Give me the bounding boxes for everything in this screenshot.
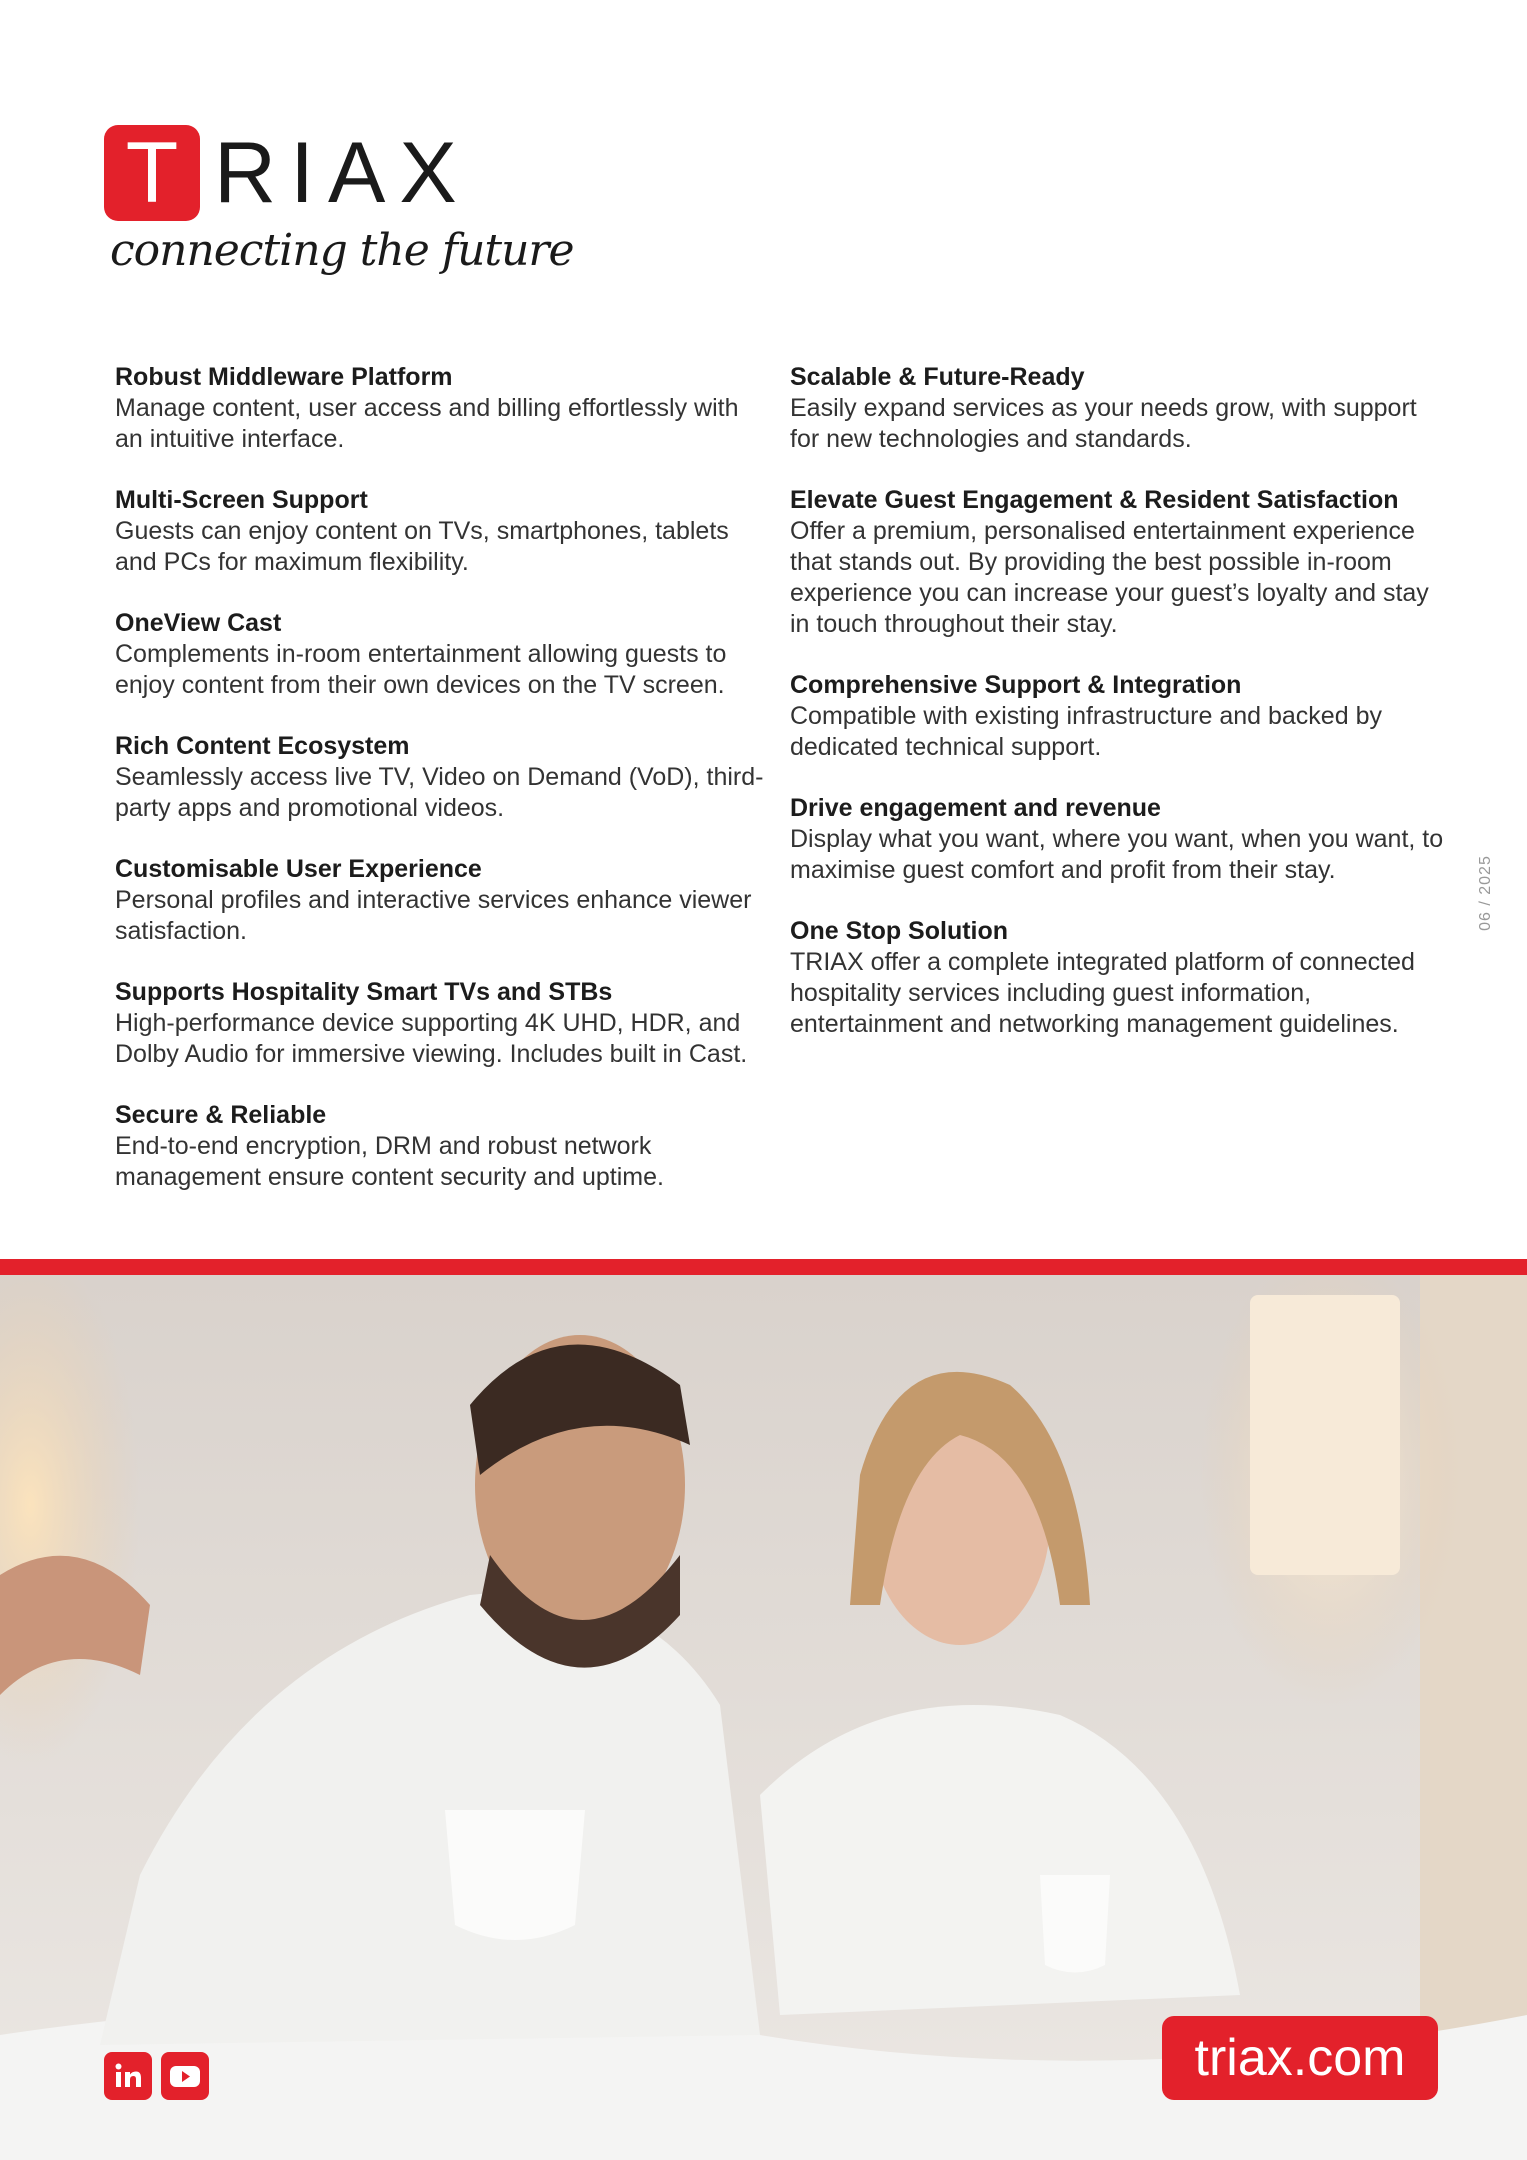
- feature-item: [115, 977, 765, 1070]
- feature-item: [115, 854, 765, 947]
- feature-body: Display what you want, where you want, when you want, to maximise guest comfort and profit from their stay.: [790, 825, 1444, 884]
- feature-title: Comprehensive Support & Integration: [790, 671, 1242, 699]
- features-left-column: [115, 362, 765, 1223]
- feature-item: [790, 916, 1450, 1040]
- triax-logo: [104, 125, 574, 285]
- red-divider: [0, 1259, 1527, 1275]
- feature-title: One Stop Solution: [790, 917, 1009, 945]
- feature-body: Easily expand services as your needs grow, with support for new technologies and standards.: [790, 394, 1417, 453]
- feature-item: [115, 1100, 765, 1193]
- feature-item: [115, 608, 765, 701]
- website-link-button[interactable]: triax.com: [1162, 2016, 1438, 2100]
- feature-title: Scalable & Future-Ready: [790, 363, 1085, 391]
- feature-item: [115, 485, 765, 578]
- feature-body: Guests can enjoy content on TVs, smartphones, tablets and PCs for maximum flexibility.: [115, 517, 729, 576]
- linkedin-icon[interactable]: [104, 2052, 152, 2100]
- feature-item: [790, 670, 1450, 763]
- feature-title: Customisable User Experience: [115, 855, 482, 883]
- youtube-icon[interactable]: [161, 2052, 209, 2100]
- feature-title: Supports Hospitality Smart TVs and STBs: [115, 978, 613, 1006]
- feature-body: End-to-end encryption, DRM and robust network management ensure content security and uptime.: [115, 1132, 664, 1191]
- feature-title: Elevate Guest Engagement & Resident Satisfaction: [790, 486, 1399, 514]
- feature-body: Complements in-room entertainment allowing guests to enjoy content from their own devices on the TV screen.: [115, 640, 727, 699]
- feature-title: Secure & Reliable: [115, 1101, 327, 1129]
- feature-title: Robust Middleware Platform: [115, 363, 453, 391]
- feature-body: Offer a premium, personalised entertainment experience that stands out. By providing the best possible in-room experience you can increase your guest’s loyalty and stay in touch throughout their stay.: [790, 517, 1429, 638]
- feature-body: Manage content, user access and billing effortlessly with an intuitive interface.: [115, 394, 739, 453]
- feature-body: Seamlessly access live TV, Video on Demand (VoD), third-party apps and promotional videos.: [115, 763, 764, 822]
- logo-letter-box: T: [104, 125, 200, 221]
- feature-body: TRIAX offer a complete integrated platform of connected hospitality services including guest information, entertainment and networking management guidelines.: [790, 948, 1415, 1038]
- feature-body: Personal profiles and interactive services enhance viewer satisfaction.: [115, 886, 752, 945]
- linkedin-glyph: [104, 2052, 152, 2100]
- publication-date: 06 / 2025: [1477, 855, 1494, 931]
- feature-item: [115, 731, 765, 824]
- feature-item: [115, 362, 765, 455]
- feature-title: OneView Cast: [115, 609, 282, 637]
- feature-item: [790, 793, 1450, 886]
- feature-title: Rich Content Ecosystem: [115, 732, 410, 760]
- feature-body: Compatible with existing infrastructure and backed by dedicated technical support.: [790, 702, 1382, 761]
- logo-wordmark: RIAX: [214, 125, 471, 221]
- feature-title: Multi-Screen Support: [115, 486, 368, 514]
- youtube-glyph: [161, 2052, 209, 2100]
- feature-title: Drive engagement and revenue: [790, 794, 1161, 822]
- feature-item: [790, 362, 1450, 455]
- logo-tagline: connecting the future: [110, 225, 574, 276]
- feature-body: High-performance device supporting 4K UHD, HDR, and Dolby Audio for immersive viewing. Includes built in Cast.: [115, 1009, 748, 1068]
- features-right-column: [790, 362, 1450, 1070]
- feature-item: [790, 485, 1450, 640]
